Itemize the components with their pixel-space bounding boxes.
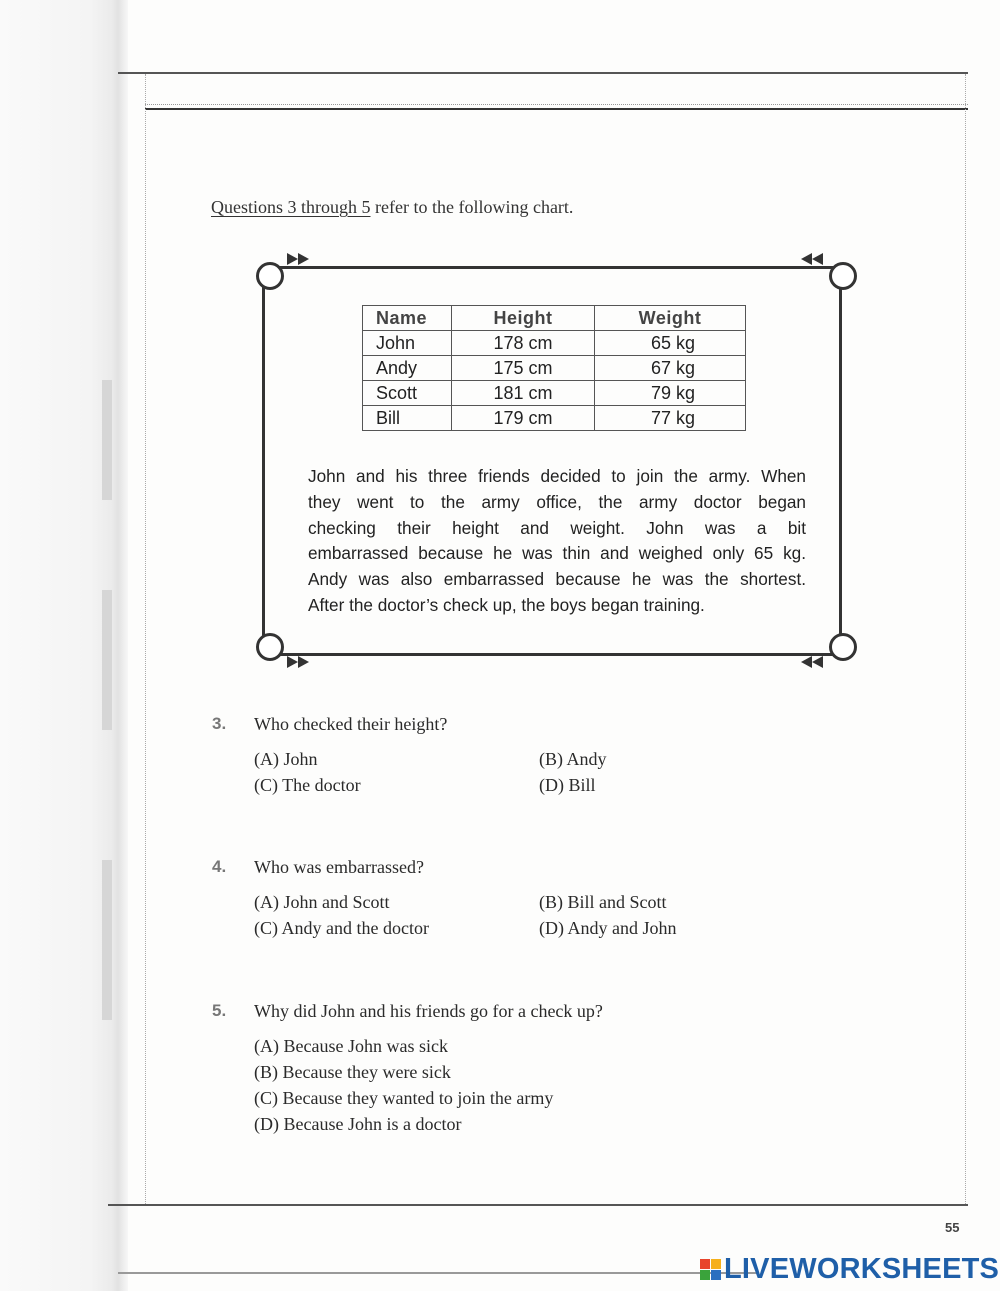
left-dotted-margin	[145, 74, 146, 1204]
passage-line: Andy was also embarrassed because he was the shortest.	[308, 569, 806, 590]
logo-blocks-icon	[700, 1259, 721, 1280]
cell-name: Andy	[363, 356, 452, 381]
passage-line: embarrassed because he was thin and weighed only 65 kg.	[308, 543, 806, 564]
arrow-right-icon	[287, 253, 298, 265]
liveworksheets-logo[interactable]	[700, 1254, 999, 1284]
corner-ring-icon	[256, 633, 284, 661]
question-number: 5.	[212, 1001, 227, 1020]
option-d[interactable]: (D) Because John is a doctor	[254, 1114, 462, 1134]
arrow-right-icon	[287, 656, 298, 668]
scan-streak	[102, 380, 112, 500]
right-dotted-margin	[965, 74, 966, 1204]
corner-ring-icon	[829, 633, 857, 661]
passage-line: checking their height and weight. John was a bit	[308, 517, 806, 538]
option-d[interactable]: (D) Andy and John	[539, 918, 677, 938]
intro-rest: refer to the following chart.	[370, 197, 574, 217]
question-3	[212, 714, 772, 794]
question-text: Why did John and his friends go for a check up?	[254, 1001, 603, 1021]
top-border	[145, 108, 968, 110]
page-number: 55	[945, 1220, 960, 1235]
question-text: Who checked their height?	[254, 714, 448, 734]
arrow-left-icon	[812, 253, 823, 265]
option-a[interactable]: (A) John	[254, 749, 318, 769]
scan-streak	[102, 860, 112, 1020]
header-name: Name	[363, 306, 452, 331]
option-b[interactable]: (B) Andy	[539, 749, 607, 769]
cell-weight: 67 kg	[595, 356, 746, 381]
top-rule	[118, 72, 968, 74]
cell-height: 175 cm	[452, 356, 595, 381]
cell-weight: 79 kg	[595, 381, 746, 406]
logo-block	[700, 1259, 710, 1269]
passage-line: After the doctor’s check up, the boys began training.	[308, 594, 705, 615]
logo-text: LIVEWORKSHEETS	[724, 1252, 1000, 1285]
arrow-right-icon	[298, 656, 309, 668]
corner-ring-icon	[256, 262, 284, 290]
cell-height: 181 cm	[452, 381, 595, 406]
table-row	[363, 356, 746, 381]
height-weight-table	[362, 305, 746, 431]
cell-name: Scott	[363, 381, 452, 406]
arrow-left-icon	[801, 253, 812, 265]
option-b[interactable]: (B) Bill and Scott	[539, 892, 667, 912]
table-row	[363, 381, 746, 406]
arrow-right-icon	[298, 253, 309, 265]
logo-block	[711, 1270, 721, 1280]
option-b[interactable]: (B) Because they were sick	[254, 1062, 451, 1082]
table-header-row	[363, 306, 746, 331]
logo-block	[711, 1259, 721, 1269]
option-a[interactable]: (A) John and Scott	[254, 892, 390, 912]
logo-block	[700, 1270, 710, 1280]
scan-shadow-edge	[0, 0, 128, 1291]
intro-underlined: Questions 3 through 5	[211, 197, 371, 217]
bottom-rule	[108, 1204, 968, 1206]
option-a[interactable]: (A) Because John was sick	[254, 1036, 448, 1056]
bottom-scan-rule	[118, 1272, 758, 1274]
question-text: Who was embarrassed?	[254, 857, 424, 877]
cell-name: Bill	[363, 406, 452, 431]
option-c[interactable]: (C) Because they wanted to join the army	[254, 1088, 554, 1108]
table-row	[363, 406, 746, 431]
option-d[interactable]: (D) Bill	[539, 775, 596, 795]
passage-line: they went to the army office, the army doctor began	[308, 491, 806, 512]
cell-weight: 65 kg	[595, 331, 746, 356]
question-number: 3.	[212, 714, 227, 733]
top-dotted-rule	[145, 104, 968, 105]
question-4	[212, 857, 772, 937]
arrow-left-icon	[801, 656, 812, 668]
table-row	[363, 331, 746, 356]
header-height: Height	[452, 306, 595, 331]
question-5	[212, 1001, 772, 1134]
header-weight: Weight	[595, 306, 746, 331]
option-c[interactable]: (C) The doctor	[254, 775, 361, 795]
passage-line: John and his three friends decided to join the army. When	[308, 466, 806, 486]
option-c[interactable]: (C) Andy and the doctor	[254, 918, 429, 938]
cell-height: 178 cm	[452, 331, 595, 356]
scan-streak	[102, 590, 112, 730]
cell-weight: 77 kg	[595, 406, 746, 431]
corner-ring-icon	[829, 262, 857, 290]
arrow-left-icon	[812, 656, 823, 668]
cell-height: 179 cm	[452, 406, 595, 431]
reading-passage	[308, 464, 806, 619]
question-number: 4.	[212, 857, 227, 876]
cell-name: John	[363, 331, 452, 356]
chart-intro	[211, 197, 573, 218]
